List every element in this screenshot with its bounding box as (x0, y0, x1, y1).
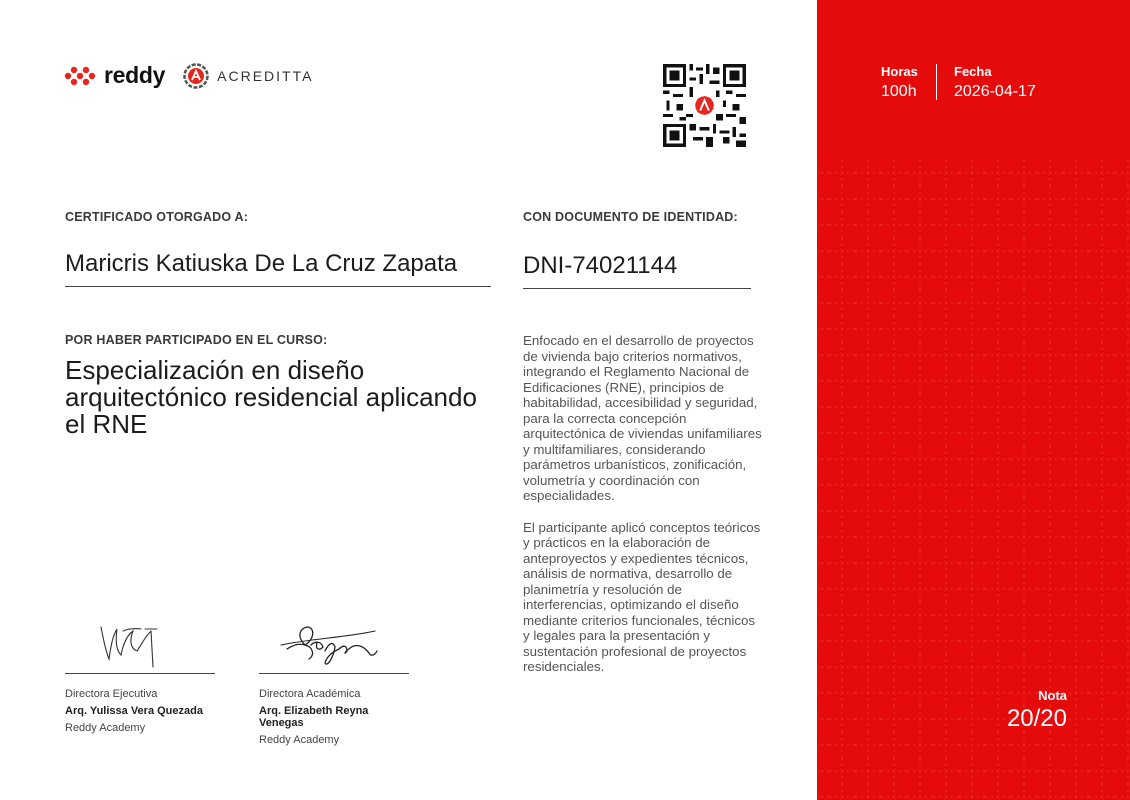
signer-organization: Reddy Academy (259, 734, 340, 746)
signature-image (259, 615, 409, 674)
course-description-paragraph-1: Enfocado en el desarrollo de proyectos de vivienda bajo criterios normativos, integrando el Reglamento Nacional de Edificaciones (RNE), principios de habitabilidad, accesibilidad y seguridad, para la correcta concepción arquitectónica de viviendas unifamiliares y multifamiliares, considerando parámetros urbanísticos, zonificación, volumetría y coordinación con especialidades. (523, 333, 762, 503)
grade-value: 20/20 (1006, 705, 1067, 732)
date-label: Fecha (954, 64, 992, 79)
signer-organization: Reddy Academy (65, 722, 146, 734)
reddy-wordmark: reddy (104, 62, 166, 88)
awarded-to-label: CERTIFICADO OTORGADO A: (65, 210, 249, 224)
signer-name: Arq. Elizabeth Reyna Venegas (259, 705, 369, 729)
date-field (954, 64, 1036, 101)
signature-block-academic (259, 615, 409, 746)
reddy-logo (64, 62, 165, 89)
hours-label: Horas (881, 64, 918, 79)
acreditta-logo (183, 63, 313, 89)
course-label: POR HABER PARTICIPADO EN EL CURSO: (65, 333, 328, 347)
panel-grid-pattern (817, 0, 1130, 800)
date-value: 2026-04-17 (954, 83, 1036, 100)
recipient-name: Maricris Katiuska De La Cruz Zapata (65, 250, 491, 287)
grade-label: Nota (1038, 688, 1067, 703)
course-description (523, 333, 763, 691)
side-panel (817, 0, 1130, 800)
reddy-logo-icon (64, 64, 96, 88)
signature-block-executive (65, 615, 215, 734)
signature-image (65, 615, 215, 674)
course-description-paragraph-2: El participante aplicó conceptos teóricos y prácticos en la elaboración de anteproyectos y expedientes técnicos, análisis de normativa, desarrollo de planimetría y resolución de interferencias, optimizando el diseño mediante criterios funcionales, técnicos y legales para la presentación y sustentación profesional de proyectos residenciales. (523, 519, 761, 674)
logo-bar (64, 62, 313, 89)
acreditta-logo-icon (183, 63, 209, 89)
hours-field (881, 64, 918, 101)
recipient-document: DNI-74021144 (523, 252, 751, 289)
course-title: Especialización en diseño arquitectónico residencial aplicando el RNE (65, 355, 477, 439)
qr-code-icon[interactable] (663, 64, 746, 147)
acreditta-wordmark: ACREDITTA (217, 67, 314, 84)
grade-field (1007, 688, 1067, 733)
signer-role: Directora Ejecutiva (65, 688, 158, 700)
hours-value: 100h (881, 83, 917, 100)
identity-label: CON DOCUMENTO DE IDENTIDAD: (523, 210, 738, 224)
signer-name: Arq. Yulissa Vera Quezada (65, 705, 203, 717)
meta-divider (936, 64, 937, 100)
signer-role: Directora Académica (259, 688, 361, 700)
